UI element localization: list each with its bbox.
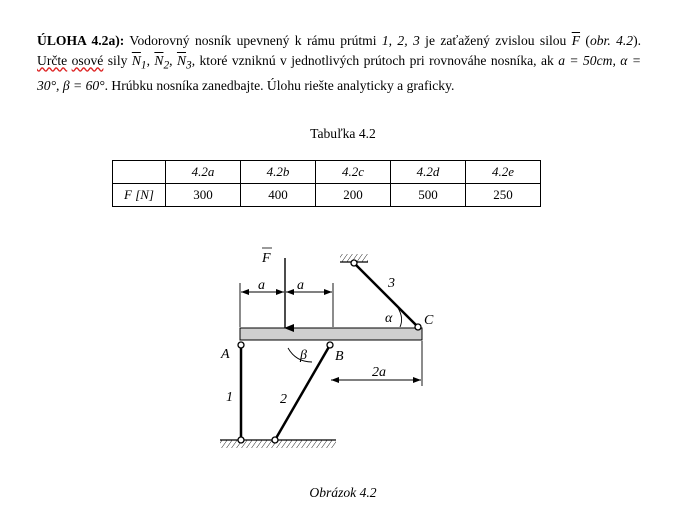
task-text: Vodorovný nosník upevnený k rámu prútmi: [124, 33, 382, 48]
label-point-a: A: [221, 347, 230, 362]
label-beta: β: [300, 348, 307, 363]
table-header-cell: 4.2b: [241, 161, 316, 184]
given-values: a = 50cm, α = 30°, β = 60°: [37, 52, 641, 93]
label-a-right: a: [297, 278, 304, 293]
label-a-left: a: [258, 278, 265, 293]
table-cell: 250: [466, 184, 541, 207]
horizontal-beam: [240, 328, 422, 340]
task-text: ).: [633, 33, 642, 48]
n2-subscript: 2: [163, 59, 170, 72]
determine-word: Určte: [37, 52, 68, 68]
table-cell: 400: [241, 184, 316, 207]
task-text: , ktoré vzniknú v jednotlivých prútoch pri rovnováhe nosníka, ak: [191, 52, 559, 68]
label-point-c: C: [424, 313, 434, 328]
label-bar-1: 1: [226, 390, 233, 405]
table-cell: 500: [391, 184, 466, 207]
table-header-cell: 4.2c: [316, 161, 391, 184]
label-alpha: α: [385, 311, 393, 326]
table-header-cell: 4.2a: [166, 161, 241, 184]
axial-word: osové: [71, 52, 104, 68]
table-caption: Tabuľka 4.2: [310, 126, 376, 141]
table-cell: 300: [166, 184, 241, 207]
n1-subscript: 1: [140, 59, 147, 72]
figure-caption: Obrázok 4.2: [309, 485, 377, 500]
task-text: je zaťažený zvislou silou: [419, 33, 572, 48]
bar-numbers: 1, 2, 3: [381, 33, 420, 48]
label-force: F: [262, 251, 271, 266]
task-text: sily: [103, 52, 132, 68]
table-cell: 200: [316, 184, 391, 207]
task-text: (: [580, 33, 590, 48]
force-symbol: $\overline{F}$: [571, 33, 581, 48]
n2-symbol: $\overline{N}$: [154, 52, 164, 68]
table-header-cell: 4.2d: [391, 161, 466, 184]
label-point-b: B: [335, 349, 344, 364]
task-statement: ÚLOHA 4.2a): Vodorovný nosník upevnený k rámu prútmi 1, 2, 3 je zaťažený zvislou silou $\overline{F}$ (obr. 4.2). Určte osové sily $\overline{N}_1$, $\overline{N}_2$, $\overline{N}_3$, ktoré vzniknú v jednotlivých prútoch pri rovnováhe nosníka, ak a = 50cm, α = 30°, β = 60°. Hrúbku nosníka zanedbajte. Úlohu riešte analyticky a graficky.: [37, 33, 642, 93]
table-row-label: F [N]: [113, 184, 166, 207]
n1-symbol: $\overline{N}$: [131, 52, 141, 68]
n3-subscript: 3: [186, 59, 192, 72]
figure-reference: obr. 4.2: [589, 33, 634, 48]
label-bar-2: 2: [280, 392, 287, 407]
task-text: . Hrúbku nosníka zanedbajte. Úlohu riešte analyticky a graficky.: [104, 77, 455, 93]
n3-symbol: $\overline{N}$: [176, 52, 187, 68]
task-heading: ÚLOHA 4.2a):: [37, 33, 125, 48]
table-header-cell: 4.2e: [466, 161, 541, 184]
label-bar-3: 3: [388, 276, 395, 291]
label-2a: 2a: [372, 365, 386, 380]
